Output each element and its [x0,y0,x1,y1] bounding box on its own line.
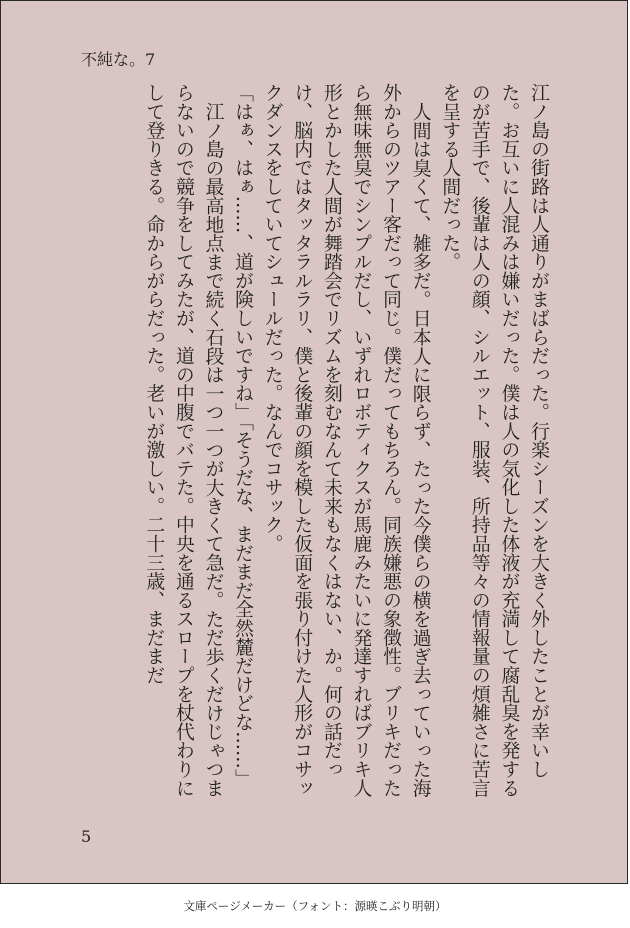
vertical-body-text [75,83,553,807]
paragraph-2: 人間は臭くて、雑多だ。日本人に限らず、たった今僕らの横を過ぎ去っていった海外からのツアー客だって同じ。僕だってもちろん。同族嫌悪の象徴性。ブリキだったら無味無臭でシンプルだし、いずれロボティクスが馬鹿みたいに発達すればブリキ人形とかした人間が舞踏会でリズムを刻むなんて未来もなくはない、か。何の話だっけ、脳内ではタッタラルラリ、僕と後輩の顔を模した仮面を張り付けた人形がコサックダンスをしていてシュールだった。なんでコサック。 [261,83,431,798]
paragraph-4: 江ノ島の最高地点まで続く石段は一つ一つが大きくて急だ。ただ歩くだけじゃつまらないので競争をしてみたが、道の中腹でバテた。中央を通るスロープを杖代わりにして登りきる。命からがらだった。老いが激しい。二十三歳、まだまだ [143,83,224,798]
page-number: 5 [81,827,92,846]
generator-credit: 文庫ページメーカー（フォント：源暎こぶり明朝） [183,899,447,913]
dialogue-paragraph: 「はぁ、はぁ……、道が険しいですね」「そうだな、まだまだ全然麓だけどな……」 [232,83,254,788]
running-title: 不純な。7 [81,50,156,69]
paragraph-1: 江ノ島の街路は人通りがまばらだった。行楽シーズンを大きく外したことが幸いした。お互いに人混みは嫌いだった。僕は人の気化した体液が充満して腐乱臭を発するのが苦手で、後輩は人の顔、シルエット、服装、所持品等々の情報量の煩雑さに苦言を呈する人間だった。 [439,83,549,798]
